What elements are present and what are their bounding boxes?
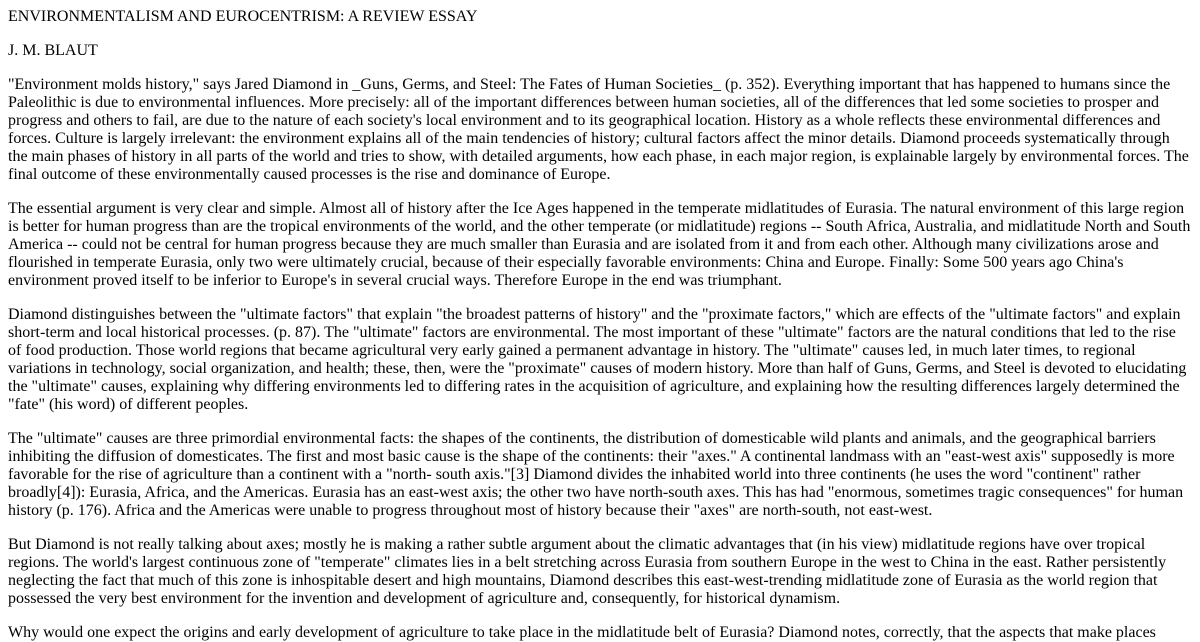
paragraph-3: Diamond distinguishes between the "ultimate factors" that explain "the broadest patterns of history" and the "proximate factors," which are effects of the "ultimate factors" and explain short-term and local historical processes. (p. 87). The "ultimate" factors are environmental. The most important of these "ultimate" factors are the natural conditions that led to the rise of food production. Those world regions that became agricultural very early gained a permanent advantage in history. The "ultimate" causes led, in much later times, to regional variations in technology, social organization, and health; these, then, were the "proximate" causes of modern history. More than half of Guns, Germs, and Steel is devoted to elucidating the "ultimate" causes, explaining why differing environments led to differing rates in the acquisition of agriculture, and explaining how the resulting differences largely determined the "fate" (his word) of different peoples.: [8, 306, 1187, 413]
paragraph-5: But Diamond is not really talking about axes; mostly he is making a rather subtle argument about the climatic advantages that (in his view) midlatitude regions have over tropical regions. The world's largest continuous zone of "temperate" climates lies in a belt stretching across Eurasia from southern Europe in the west to China in the east. Rather persistently neglecting the fact that much of this zone is inhospitable desert and high mountains, Diamond describes this east-west-trending midlatitude zone of Eurasia as the world region that possessed the very best environment for the invention and development of agriculture and, consequently, for historical dynamism.: [8, 536, 1167, 607]
document-title: ENVIRONMENTALISM AND EUROCENTRISM: A REVIEW ESSAY: [8, 8, 478, 25]
paragraph-6: Why would one expect the origins and early development of agriculture to take place in the midlatitude belt of Eurasia? Diamond notes, correctly, that the aspects that make places: [8, 624, 1156, 641]
paragraph-4: The "ultimate" causes are three primordial environmental facts: the shapes of the continents, the distribution of domesticable wild plants and animals, and the geographical barriers inhibiting the diffusion of domesticates. The first and most basic cause is the shape of the continents: their "axes." A continental landmass with an "east-west axis" supposedly is more favorable for the rise of agriculture than a continent with a "north- south axis."[3] Diamond divides the inhabited world into three continents (he uses the word "continent" rather broadly[4]): Eurasia, Africa, and the Americas. Eurasia has an east-west axis; the other two have north-south axes. This has had "enormous, sometimes tragic consequences" for human history (p. 176). Africa and the Americas were unable to progress throughout most of history because their "axes" are north-south, not east-west.: [8, 430, 1184, 519]
paragraph-2: The essential argument is very clear and simple. Almost all of history after the Ice Ages happened in the temperate midlatitudes of Eurasia. The natural environment of this large region is better for human progress than are the tropical environments of the world, and the other temperate (or midlatitude) regions -- South Africa, Australia, and midlatitude North and South America -- could not be central for human progress because they are much smaller than Eurasia and are isolated from it and from each other. Although many civilizations arose and flourished in temperate Eurasia, only two were ultimately crucial, because of their especially favorable environments: China and Europe. Finally: Some 500 years ago China's environment proved itself to be inferior to Europe's in several crucial ways. Therefore Europe in the end was triumphant.: [8, 200, 1191, 289]
paragraph-1: "Environment molds history," says Jared Diamond in _Guns, Germs, and Steel: The Fates of Human Societies_ (p. 352). Everything important that has happened to humans since the Paleolithic is due to environmental influences. More precisely: all of the important differences between human societies, all of the differences that led some societies to prosper and progress and others to fail, are due to the nature of each society's local environment and to its geographical location. History as a whole reflects these environmental differences and forces. Culture is largely irrelevant: the environment explains all of the main tendencies of history; cultural factors affect the minor details. Diamond proceeds systematically through the main phases of history in all parts of the world and tries to show, with detailed arguments, how each phase, in each major region, is explainable largely by environmental forces. The final outcome of these environmentally caused processes is the rise and dominance of Europe.: [8, 76, 1189, 183]
document-author: J. M. BLAUT: [8, 42, 98, 59]
